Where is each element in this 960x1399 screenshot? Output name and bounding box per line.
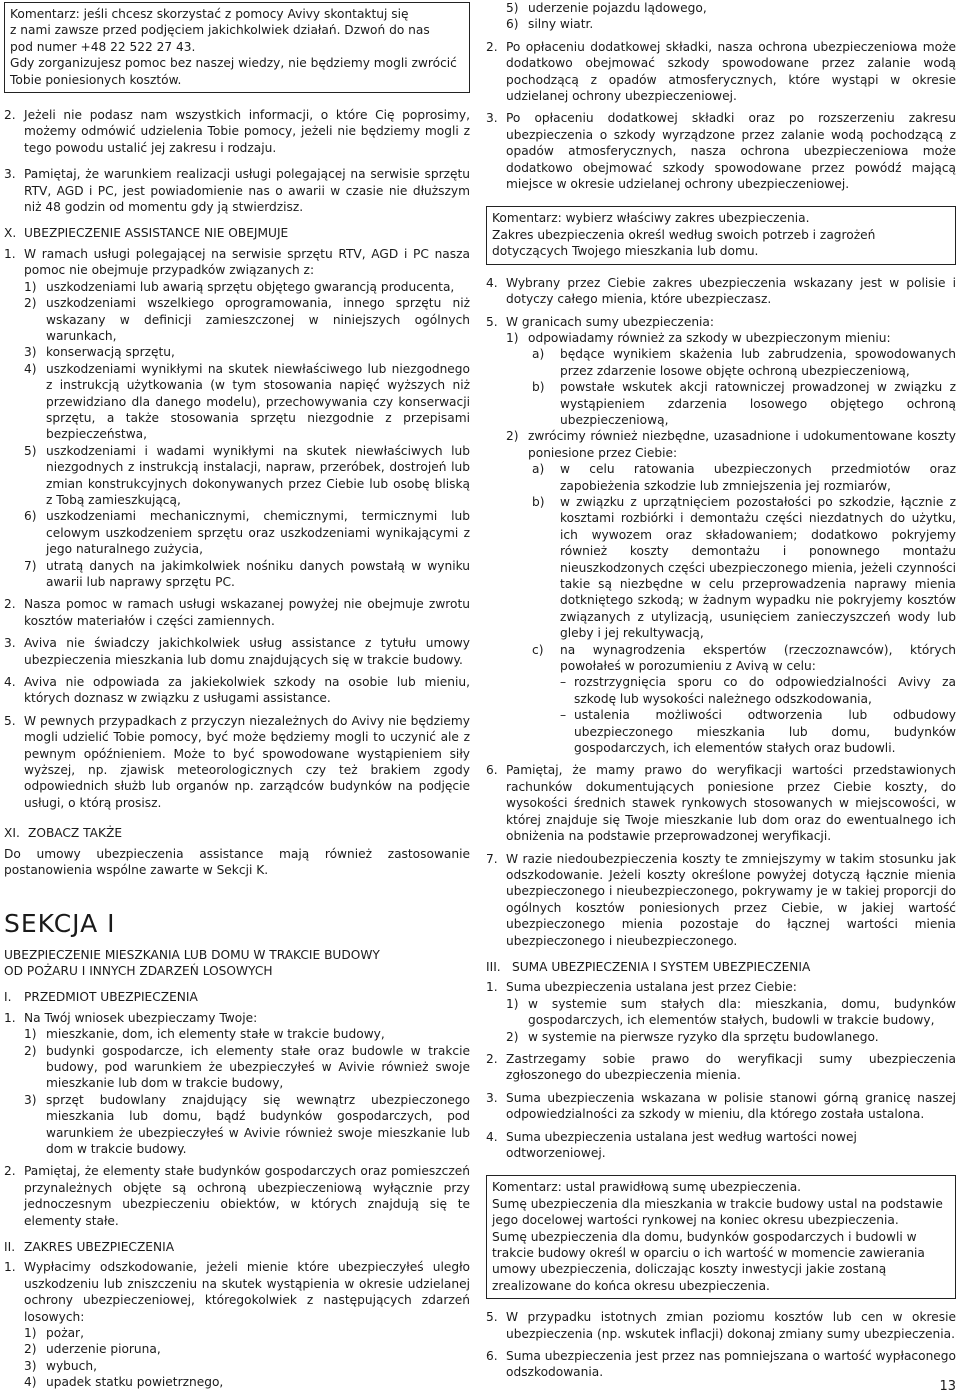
sub-item: [4, 279, 470, 295]
comment-box-sum: [486, 1175, 956, 1299]
numbered-item: [4, 674, 470, 707]
sub-item-number: 1): [24, 279, 37, 294]
sub-item-number: 1): [506, 996, 519, 1011]
section-number: II.: [4, 1240, 16, 1254]
right-column: [486, 0, 956, 1381]
item-text: Na Twój wniosek ubezpieczamy Twoje:: [24, 1010, 258, 1025]
sub-item-text: budynki gospodarcze, ich elementy stałe oraz budowle w trakcie budowy, pod warunkiem że ubezpieczyłeś w Avivie również swoje mieszkanie lub dom w trakcie budowy,: [46, 1043, 470, 1091]
sub-item: [486, 1029, 956, 1045]
item-number: 2.: [4, 597, 16, 612]
item-number: 2.: [4, 108, 16, 123]
comment-line: pod numer +48 22 522 27 43.: [10, 39, 196, 54]
sub-item-number: 4): [24, 361, 37, 376]
comment-text: Zakres ubezpieczenia określ według swoich potrzeb i zagrożeń dotyczących Twojego mieszkania lub domu.: [492, 227, 876, 259]
sub-item-number: 1): [24, 1027, 37, 1042]
section-heading-x: [4, 225, 470, 241]
sub-item-text: upadek statku powietrznego,: [46, 1375, 224, 1390]
item-text: Suma ubezpieczenia jest przez nas pomniejszana o wartość wypłaconego odszkodowania.: [506, 1349, 956, 1380]
item-text: Suma ubezpieczenia ustalana jest przez Ciebie:: [506, 980, 797, 995]
sub-item-text: zwrócimy również niezbędne, uzasadnione i udokumentowane koszty poniesione przez Ciebie:: [528, 429, 956, 460]
sub-item: [486, 428, 956, 461]
sub-item-text: uderzenie pojazdu lądowego,: [528, 1, 707, 15]
sub-item-number: 3): [24, 1092, 37, 1107]
item-text: W przypadku istotnych zmian poziomu kosztów lub cen w okresie ubezpieczenia (np. wskutek inflacji) dokonaj zmiany sumy ubezpieczenia.: [506, 1310, 956, 1341]
letter-item: [486, 461, 956, 494]
sub-item-number: 2): [506, 1029, 519, 1044]
item-text: Pamiętaj, że warunkiem realizacji usługi polegającej na serwisie sprzętu RTV, AGD i PC, jest powiadomienie nas o awarii w czasie nie dłuższym niż 48 godzin od momentu gdy ją stwierdzisz.: [24, 167, 470, 215]
item-number: 1.: [486, 980, 498, 995]
numbered-item: [486, 1309, 956, 1342]
letter-item-number: b): [532, 380, 545, 395]
item-number: 1.: [4, 246, 16, 261]
comment-line: z nami zawsze przed podjęciem jakichkolwiek działań. Dzwoń do nas: [10, 23, 430, 38]
item-text: Wybrany przez Ciebie zakres ubezpieczenia wskazany jest w polisie i dotyczy całego mienia, które ubezpieczasz.: [506, 275, 956, 307]
dash-marker: –: [560, 675, 567, 690]
comment-box-contact: [4, 2, 470, 93]
section-title: ZOBACZ TAKŻE: [28, 826, 123, 841]
sub-item-text: mieszkanie, dom, ich elementy stałe w trakcie budowy,: [46, 1027, 385, 1042]
sub-item: [486, 330, 956, 346]
left-column: [4, 0, 470, 1391]
numbered-item: [4, 1010, 470, 1026]
item-number: 3.: [486, 111, 498, 126]
sub-item: [4, 1325, 470, 1341]
sub-item-text: silny wiatr.: [528, 17, 594, 32]
sub-item: [4, 1026, 470, 1042]
item-number: 2.: [486, 39, 498, 54]
sub-item: [4, 295, 470, 344]
sub-item: [486, 996, 956, 1029]
section-heading-iii: [486, 959, 956, 975]
sub-item: [4, 1092, 470, 1158]
letter-item-text: na wynagrodzenia ekspertów (rzeczoznawców), których powołałeś w porozumieniu z Avivą w celu:: [560, 642, 956, 674]
item-number: 3.: [4, 636, 16, 651]
item-number: 2.: [486, 1051, 498, 1066]
comment-text: Sumę ubezpieczenia dla domu, budynków gospodarczych i budowli w trakcie budowy określ w oparciu o ich wartość w momencie zawierania umowy ubezpieczenia, doliczając koszty inwestycji jakie zostaną zrealizowane do końca okresu ubezpieczenia.: [492, 1229, 925, 1293]
item-number: 7.: [486, 851, 498, 866]
sub-item: [4, 1043, 470, 1092]
letter-item-text: w celu ratowania ubezpieczonych przedmiotów oraz zapobieżenia szkodzie lub zmniejszenia jej rozmiarów,: [560, 462, 956, 493]
see-also-text: Do umowy ubezpieczenia assistance mają również zastosowanie postanowienia wspólne zawarte w Sekcji K.: [4, 846, 470, 878]
numbered-item: [486, 851, 956, 949]
sub-item-text: utratą danych na jakimkolwiek nośniku danych powstałą w wyniku awarii lub naprawy sprzętu PC.: [46, 558, 470, 589]
numbered-item: [486, 1051, 956, 1084]
item-text: W razie niedoubezpieczenia koszty te zmniejszymy w takim stosunku jak odszkodowanie. Jeżeli koszty określone powyżej dotyczą łącznie mienia ubezpieczonego i nieubezpieczonego, pokrywamy je w takiej proporcji do ogólnych kosztów poniesionych przez Ciebie, w jakiej wartość ubezpieczonego mienia pozostaje do łącznej wartości mienia ubezpieczonego i nieubezpieczonego.: [506, 851, 956, 948]
numbered-item: [4, 166, 470, 215]
sub-item-text: w systemie na pierwsze ryzyko dla sprzętu budowlanego.: [528, 1029, 879, 1044]
item-number: 4.: [4, 675, 16, 690]
item-number: 5.: [486, 1310, 498, 1325]
item-number: 1.: [4, 1010, 16, 1025]
sub-item: [4, 443, 470, 509]
item-text: Wypłacimy odszkodowanie, jeżeli mienie które ubezpieczyłeś uległo uszkodzeniu lub zniszczeniu na skutek wystąpienia w okresie udzielanej ochrony ubezpieczeniowej, któregokolwiek z następujących zdarzeń losowych:: [24, 1260, 470, 1324]
letter-item: [486, 379, 956, 428]
sub-item: [4, 1341, 470, 1357]
sub-item-text: uszkodzeniami wynikłymi na skutek niewłaściwego lub niezgodnego z instrukcją użytkowania (w tym stosowania napięć wyższych niż przewidziano dla danego modelu), przechowywania czy konserwacji sprzętu, a także stosowania sprzętu niezgodnie z przepisami bezpieczeństwa,: [46, 361, 470, 442]
page-number: 13: [939, 1378, 956, 1394]
comment-text: Sumę ubezpieczenia dla mieszkania w trakcie budowy ustal na podstawie jego docelowej wartości rynkowej na koniec okresu ubezpieczenia.: [492, 1196, 943, 1228]
numbered-item: [4, 713, 470, 811]
sub-item-number: 7): [24, 558, 37, 573]
dash-item-text: rozstrzygnięcia sporu co do odpowiedzialności Avivy za szkodę lub wysokości należnego odszkodowania,: [574, 675, 956, 706]
item-text: Aviva nie odpowiada za jakiekolwiek szkody na osobie lub mieniu, których doznasz w związku z usługami assistance.: [24, 675, 470, 706]
sub-item-number: 5): [24, 443, 37, 458]
item-text: Suma ubezpieczenia wskazana w polisie stanowi górną granicę naszej odpowiedzialności za szkody w mieniu, dla którego została ustalona.: [506, 1090, 956, 1122]
comment-box-scope: [486, 206, 956, 264]
section-title: ZAKRES UBEZPIECZENIA: [24, 1240, 175, 1254]
item-number: 6.: [486, 763, 498, 778]
sub-item-number: 2): [506, 429, 519, 444]
item-number: 6.: [486, 1349, 498, 1364]
sub-item-number: 5): [506, 1, 519, 15]
numbered-item: [4, 107, 470, 156]
comment-line: Gdy zorganizujesz pomoc bez naszej wiedzy, nie będziemy mogli zwrócić: [10, 56, 457, 71]
sub-item-number: 4): [24, 1375, 37, 1390]
letter-item: [486, 494, 956, 642]
sub-item-number: 3): [24, 1358, 37, 1373]
numbered-item: [486, 1348, 956, 1381]
item-number: 4.: [486, 1129, 498, 1144]
item-text: Po opłaceniu dodatkowej składki oraz po rozszerzeniu zakresu ubezpieczenia o szkody wyrządzone przez zalanie wodą pochodzącą z opadów atmosferycznych, nasza ochrona ubezpieczeniowa może dodatkowo obejmować szkody spowodowane przez powódź mającą miejsce w okresie udzielanej ochrony ubezpieczeniowej.: [506, 111, 956, 192]
numbered-item: [4, 246, 470, 279]
item-text: Aviva nie świadczy jakichkolwiek usług assistance z tytułu umowy ubezpieczenia mieszkania lub domu znajdujących się w trakcie budowy.: [24, 636, 470, 667]
sub-item-number: 6): [24, 509, 37, 524]
sub-item-text: sprzęt budowlany znajdujący się wewnątrz ubezpieczonego mieszkania lub domu, bądź budynków gospodarczych, pod warunkiem że ubezpieczyłeś w Avivie również swoje mieszkanie lub dom w trakcie budowy.: [46, 1092, 470, 1156]
item-number: 2.: [4, 1164, 16, 1179]
sub-item: [4, 361, 470, 443]
sub-item: [486, 0, 956, 16]
numbered-item: [4, 1163, 470, 1229]
dash-item: [486, 707, 956, 756]
dash-item: [486, 674, 956, 707]
letter-item: [486, 642, 956, 675]
numbered-item: [486, 314, 956, 330]
letter-item-text: w związku z uprzątnięciem pozostałości po szkodzie, łącznie z kosztami rozbiórki i demontażu części niezdatnych do użytku, ich wywozem oraz składowaniem; dodatkowo pokryjemy również koszty demontażu i ponownego montażu nieuszkodzonych części ubezpieczonego mienia, jeżeli czynności takie są niezbędne w celu przeprowadzenia naprawy mienia dotkniętego szkodą; w żadnym wypadku nie pokryjemy kosztów związanych z utylizacją, usunięciem zanieczyszczeń wody lub gleby i jej rekultywacją,: [560, 494, 956, 641]
sub-item-number: 3): [24, 345, 37, 360]
item-number: 4.: [486, 275, 498, 290]
section-title: PRZEDMIOT UBEZPIECZENIA: [24, 990, 198, 1005]
item-text: Suma ubezpieczenia ustalana jest według wartości nowej odtworzeniowej.: [506, 1129, 857, 1160]
section-heading-ii: [4, 1239, 470, 1255]
sub-item-text: uszkodzeniami i wadami wynikłymi na skutek niewłaściwych lub niezgodnych z instrukcją instalacji, napraw, przeróbek, dostrojeń lub zmian konstrukcyjnych dokonywanych przez Ciebie lub osobę bliską z Tobą zamieszkującą,: [46, 443, 470, 507]
letter-item-number: c): [532, 642, 544, 657]
section-number: XI.: [4, 826, 20, 841]
sub-item: [4, 558, 470, 591]
sub-item-text: konserwacją sprzętu,: [46, 345, 175, 360]
section-title: SUMA UBEZPIECZENIA I SYSTEM UBEZPIECZENIA: [512, 959, 811, 974]
sub-item-text: uszkodzeniami mechanicznymi, chemicznymi, termicznymi lub celowym uszkodzeniem sprzętu oraz uszkodzeniami wynikającymi z jego naturalnego zużycia,: [46, 509, 470, 557]
sub-item: [4, 344, 470, 360]
numbered-item: [486, 1129, 956, 1162]
numbered-item: [4, 1259, 470, 1325]
item-number: 3.: [4, 167, 16, 182]
sub-item-number: 1): [506, 330, 519, 345]
comment-line: Tobie poniesionych kosztów.: [10, 72, 182, 87]
sub-item: [486, 16, 956, 32]
section-number: III.: [486, 959, 501, 974]
item-text: Jeżeli nie podasz nam wszystkich informacji, o które Cię poprosimy, możemy odmówić udzielenia Tobie pomocy, jeżeli nie będziemy mogli z tego powodu ustalić jej zakresu i rodzaju.: [24, 108, 470, 155]
item-text: W ramach usługi polegającej na serwisie sprzętu RTV, AGD i PC nasza pomoc nie obejmuje przypadków związanych z:: [24, 246, 470, 278]
sub-item-text: odpowiadamy również za szkody w ubezpieczonym mieniu:: [528, 330, 891, 345]
letter-item-text: będące wynikiem skażenia lub zabrudzenia, spowodowanych przez zdarzenie losowe objęte ochroną ubezpieczeniową,: [560, 347, 956, 378]
letter-item-number: b): [532, 494, 545, 509]
item-text: Zastrzegamy sobie prawo do weryfikacji sumy ubezpieczenia zgłoszonego do ubezpieczenia mienia.: [506, 1051, 956, 1083]
numbered-item: [4, 635, 470, 668]
item-number: 3.: [486, 1090, 498, 1105]
numbered-item: [486, 1090, 956, 1123]
letter-item: [486, 346, 956, 379]
item-text: W granicach sumy ubezpieczenia:: [506, 314, 715, 329]
sub-item: [4, 1358, 470, 1374]
item-number: 1.: [4, 1260, 16, 1275]
sub-item-text: wybuch,: [46, 1358, 97, 1373]
sub-item-text: w systemie sum stałych dla: mieszkania, domu, budynków gospodarczych, ich elementów stałych, budowli w trakcie budowy,: [528, 996, 956, 1028]
dash-marker: –: [560, 708, 567, 723]
sub-item-text: pożar,: [46, 1326, 84, 1341]
sub-item-number: 1): [24, 1326, 37, 1341]
sub-item: [4, 1374, 470, 1390]
sub-item-number: 6): [506, 17, 519, 32]
item-text: Pamiętaj, że mamy prawo do weryfikacji wartości przedstawionych rachunków dokumentujących poniesione przez Ciebie koszty, do wysokości średnich stawek rynkowych stosowanych w miejscowości, w której znajduje się Twoje mieszkanie lub dom oraz do ewentualnego ich obniżenia na podstawie przeprowadzonej weryfikacji.: [506, 763, 956, 844]
numbered-item: [486, 110, 956, 192]
section-heading-xi: [4, 825, 470, 841]
sekcja-subtitle: UBEZPIECZENIE MIESZKANIA LUB DOMU W TRAKCIE BUDOWY: [4, 947, 380, 962]
section-heading-i: [4, 989, 470, 1005]
sub-item-number: 2): [24, 1342, 37, 1357]
sub-item: [4, 508, 470, 557]
numbered-item: [4, 596, 470, 629]
section-number: I.: [4, 990, 12, 1005]
sub-item-text: uderzenie pioruna,: [46, 1342, 161, 1357]
item-number: 5.: [4, 713, 16, 728]
section-title: UBEZPIECZENIE ASSISTANCE NIE OBEJMUJE: [24, 226, 289, 241]
item-text: Nasza pomoc w ramach usługi wskazanej powyżej nie obejmuje zwrotu kosztów materiałów i części zamiennych.: [24, 597, 470, 628]
section-number: X.: [4, 226, 17, 241]
item-number: 5.: [486, 314, 498, 329]
sub-item-number: 2): [24, 296, 37, 311]
comment-title: Komentarz: ustal prawidłową sumę ubezpieczenia.: [492, 1180, 802, 1195]
numbered-item: [486, 275, 956, 308]
letter-item-number: a): [532, 462, 545, 477]
numbered-item: [486, 979, 956, 995]
comment-title: Komentarz: jeśli chcesz skorzystać z pomocy Avivy skontaktuj się: [10, 7, 409, 21]
sekcja-subtitle: OD POŻARU I INNYCH ZDARZEŃ LOSOWYCH: [4, 963, 273, 978]
item-text: Pamiętaj, że elementy stałe budynków gospodarczych oraz pomieszczeń przynależnych objęte są ochroną ubezpieczeniową wyłącznie przy jednoczesnym ubezpieczeniu obiektów, w których znajdują się te elementy stałe.: [24, 1164, 470, 1228]
sub-item-text: uszkodzeniami wszelkiego oprogramowania, innego sprzętu niż wskazany w definicji zamieszczonej w niniejszych ogólnych warunkach,: [46, 296, 470, 343]
numbered-item: [486, 39, 956, 105]
numbered-item: [486, 762, 956, 844]
sub-item-number: 2): [24, 1043, 37, 1058]
item-text: W pewnych przypadkach z przyczyn niezależnych do Avivy nie będziemy mogli udzielić Tobie pomocy, być może będziemy mogli to uczynić ale z pewnym opóźnieniem. Może to być spowodowane wystąpieniem siły wyższej, np. zjawisk meteorologicznych czy też brakiem zgody odpowiednich służb lub organów np. zarządców budynków na podjęcie usługi, o którą prosisz.: [24, 713, 470, 810]
item-text: Po opłaceniu dodatkowej składki, nasza ochrona ubezpieczeniowa może dodatkowo obejmować szkody spowodowane przez zalanie wodą pochodzącą z opadów atmosferycznych, które wystąpi w okresie udzielanej ochrony ubezpieczeniowej.: [506, 39, 956, 104]
section-title-sekcja-i: SEKCJA I: [4, 908, 116, 938]
dash-item-text: ustalenia możliwości odtworzenia lub odbudowy ubezpieczonego mieszkania lub domu, budynków gospodarczych, ich elementów stałych oraz budowli.: [574, 708, 956, 756]
letter-item-number: a): [532, 347, 545, 362]
sub-item-text: uszkodzeniami lub awarią sprzętu objętego gwarancją producenta,: [46, 279, 455, 294]
letter-item-text: powstałe wskutek akcji ratowniczej prowadzonej w związku z wystąpieniem zdarzenia losowego objętego ochroną ubezpieczeniową,: [560, 380, 956, 427]
comment-title: Komentarz: wybierz właściwy zakres ubezpieczenia.: [492, 211, 810, 226]
